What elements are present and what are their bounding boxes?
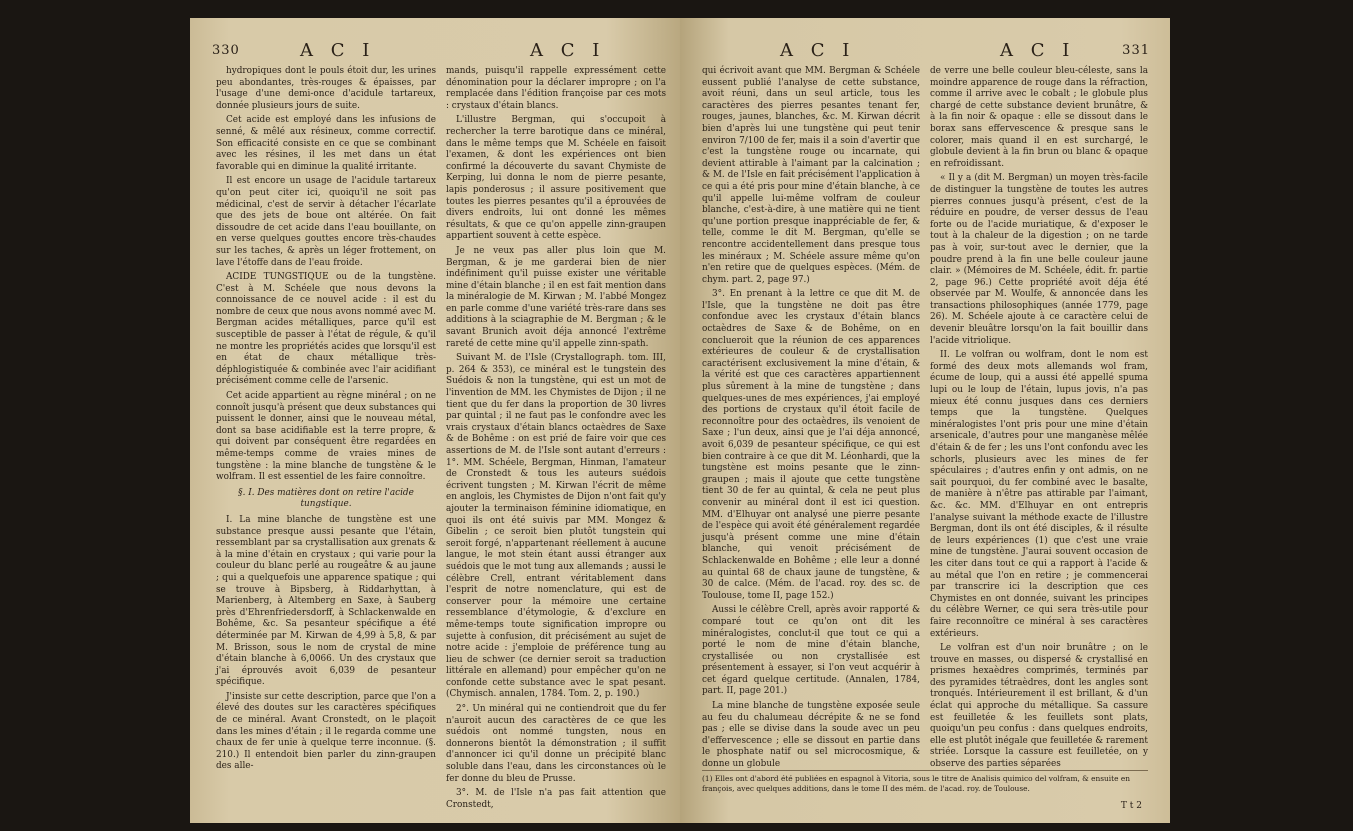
left-page <box>190 18 680 823</box>
paragraph: Suivant M. de l'Isle (Crystallograph. tom. III, p. 264 & 353), ce minéral est le tungstein des Suédois & non la tungstène, qui est un mot de l'invention de MM. les Chymistes de Dijon ; il ne tient que du fer dans la proportion de 30 livres par quintal ; il ne faut pas le confondre avec les vrais crystaux d'étain blancs octaèdres de Saxe & de Bohême : on est prié de faire voir que ces assertions de M. de l'Isle sont autant d'erreurs : 1°. MM. Schéele, Bergman, Hinman, l'amateur de Cronstedt & tous les auteurs suédois écrivent tungsten ; M. Kirwan l'écrit de même en anglois, les Chymistes de Dijon n'ont fait qu'y ajouter la terminaison féminine idiomatique, en quoi ils ont été suivis par MM. Mongez & Gibelin ; ce seroit bien plutôt tungstein qui seroit forgé, n'appartenant réellement à aucune langue, le mot stein étant aussi étranger aux suédois que le mot tung aux allemands ; aussi le célèbre Crell, entrant véritablement dans l'esprit de notre nomenclature, qui est de conserver pour la mémoire une certaine ressemblance d'étymologie, & d'exclure en même-temps toute signification impropre ou sujette à confusion, dit précisément au sujet de notre acide : j'emploie de préférence tung au lieu de schwer (ce dernier seroit sa traduction littérale en allemand) pour empêcher qu'on ne confonde cette substance avec le spat pesant. (Chymisch. annalen, 1784. Tom. 2, p. 190.) <box>446 353 666 700</box>
right-column-1 <box>702 66 920 770</box>
paragraph: La mine blanche de tungstène exposée seule au feu du chalumeau décrépite & ne se fond pas ; elle se divise dans la soude avec un peu d'effervescence ; elle se dissout en partie dans le phosphate natif ou sel microcosmique, & donne un globule <box>702 701 920 770</box>
paragraph: mands, puisqu'il rappelle expressément cette dénomination pour la déclarer impropre ; on l'a remplacée dans l'édition françoise par ces mots : crystaux d'étain blancs. <box>446 66 666 111</box>
paragraph: 3°. M. de l'Isle n'a pas fait attention que Cronstedt, <box>446 788 666 810</box>
left-head-word-2: A C I <box>530 40 606 61</box>
left-column-1 <box>216 66 436 806</box>
paragraph: « Il y a (dit M. Bergman) un moyen très-facile de distinguer la tungstène de toutes les autres pierres connues jusqu'à présent, c'est de la réduire en poudre, de verser dessus de l'eau forte ou de l'acide muriatique, & d'exposer le tout à la chaleur de la digestion ; on ne tarde pas à voir, sur-tout avec le dernier, que la poudre prend à la fin une belle couleur jaune clair. » (Mémoires de M. Schéele, édit. fr. partie 2, page 96.) Cette propriété avoit déja été observée par M. Woulfe, & annoncée dans les transactions philosophiques (année 1779, page 26). M. Schéele ajoute à ce caractère celui de devenir bleuâtre lorsqu'on la fait bouillir dans l'acide vitriolique. <box>930 173 1148 346</box>
paragraph: 3°. En prenant à la lettre ce que dit M. de l'Isle, que la tungstène ne doit pas être confondue avec les crystaux d'étain blancs octaèdres de Saxe & de Bohême, on en conclueroit que la réunion de ces apparences extérieures de couleur & de crystallisation caractérisent exclusivement la mine d'étain, & la vérité est que ces caractères appartiennent plus sûrement à la mine de tungstène ; dans quelques-unes de mes expériences, j'ai employé des portions de crystaux qu'il étoit facile de reconnoître pour des octaèdres, ils venoient de Saxe ; l'un deux, ainsi que je l'ai déja annoncé, avoit 6,039 de pesanteur spécifique, ce qui est bien contraire à ce que dit M. Léonhardi, que la tungstène est moins pesante que le zinn-graupen ; mais il ajoute que cette tungstène tient 30 de fer au quintal, & cela ne peut plus convenir au minéral dont il est ici question. MM. d'Elhuyar ont analysé une pierre pesante de l'espèce qui avoit été généralement regardée jusqu'à présent comme une mine d'étain blanche, qui venoit précisément de Schlackenwalde en Bohême ; elle leur a donné au quintal 68 de chaux jaune de tungstène, & 30 de calce. (Mém. de l'acad. roy. des sc. de Toulouse, tome II, page 152.) <box>702 289 920 601</box>
right-page-number: 331 <box>1122 43 1150 58</box>
right-head-word-1: A C I <box>780 40 856 61</box>
signature-mark: T t 2 <box>1120 801 1142 811</box>
left-page-number: 330 <box>212 43 240 58</box>
right-running-head <box>680 38 1170 64</box>
paragraph: Il est encore un usage de l'acidule tartareux qu'on peut citer ici, quoiqu'il ne soit pas médicinal, c'est de servir à détacher l'écarlate que des jets de boue ont altérée. On fait dissoudre de cet acide dans l'eau bouillante, on en verse quelques gouttes encore très-chaudes sur les taches, & après un léger frottement, on lave l'étoffe dans de l'eau froide. <box>216 176 436 268</box>
left-head-word-1: A C I <box>300 40 376 61</box>
paragraph: J'insiste sur cette description, parce que l'on a élevé des doutes sur les caractères spécifiques de ce minéral. Avant Cronstedt, on le plaçoit dans les mines d'étain ; il le regarda comme une chaux de fer unie à quelque terre inconnue. (§. 210.) Il entendoit bien parler du zinn-graupen des alle- <box>216 691 436 772</box>
paragraph: I. La mine blanche de tungstène est une substance presque aussi pesante que l'étain, ressemblant par sa crystallisation aux grenats & à la mine d'étain en crystaux ; qui varie pour la couleur du blanc perlé au rougeâtre & au jaune ; qui a quelquefois une apparence spatique ; qui se trouve à Bipsberg, à Riddarhyttan, à Marienberg, à Altemberg en Saxe, à Sauberg près d'Ehrenfriedersdorff, à Schlackenwalde en Bohême, &c. Sa pesanteur spécifique a été déterminée par M. Kirwan de 4,99 à 5,8, & par M. Brisson, sous le nom de crystal de mine d'étain blanche à 6,0066. Un des crystaux que j'ai éprouvés avoit 6,039 de pesanteur spécifique. <box>216 514 436 688</box>
paragraph: Cet acide est employé dans les infusions de senné, & mêlé aux résineux, comme correctif. Son efficacité consiste en ce que se combinant avec les résines, il les met dans un état favorable qui en diminue la qualité irritante. <box>216 115 436 172</box>
right-column-2 <box>930 66 1148 770</box>
left-column-2 <box>446 66 666 810</box>
paragraph: hydropiques dont le pouls étoit dur, les urines peu abondantes, très-rouges & épaisses, par l'usage d'une demi-once d'acidule tartareux, donnée plusieurs jours de suite. <box>216 66 436 111</box>
right-head-word-2: A C I <box>1000 40 1076 61</box>
right-page <box>680 18 1170 823</box>
open-book <box>190 18 1170 823</box>
paragraph: qui écrivoit avant que MM. Bergman & Schéele eussent publié l'analyse de cette substance, avoit réuni, dans un seul article, tous les caractères des pierres pesantes tenant fer, rouges, jaunes, blanches, &c. M. Kirwan décrit bien d'après lui une tungstène qui peut tenir environ 7/100 de fer, mais il a soin d'avertir que c'est la tungstène rouge ou incarnate, qui devient attirable à l'aimant par la calcination ; & M. de l'Isle en fait précisément l'application à ce qui a été pris pour mine d'étain blanche, à ce qu'il appelle lui-même volfram de couleur blanche, c'est-à-dire, à une matière qui ne tient qu'une portion presque inappréciable de fer, & telle, comme le dit M. Bergman, qu'elle se rencontre accidentellement dans presque tous les minéraux ; M. Schéele assure même qu'on n'en retire que de quelques espèces. (Mém. de chym. part. 2, page 97.) <box>702 66 920 285</box>
paragraph: II. Le volfran ou wolfram, dont le nom est formé des deux mots allemands wol fram, écume de loup, qui a aussi été appellé spuma lupi ou le loup de l'étain, lupus jovis, n'a pas mieux été connu jusques dans ces derniers temps que la tungstène. Quelques minéralogistes l'ont pris pour une mine d'étain arsenicale, d'autres pour une manganèse mêlée d'étain & de fer ; les uns l'ont confondu avec les schorls, plusieurs avec les mines de fer spéculaires ; d'autres enfin y ont admis, on ne sait pourquoi, du fer combiné avec le basalte, de manière à n'être pas attirable par l'aimant, &c. &c. MM. d'Elhuyar en ont entrepris l'analyse suivant la méthode exacte de l'illustre Bergman, dont ils ont été disciples, & il résulte de leurs expériences (1) que c'est une vraie mine de tungstène. J'aurai souvent occasion de les citer dans tout ce qui a rapport à l'acide & au métal que l'on en retire ; je commencerai par transcrire ici la description que ces Chymistes en ont donnée, suivant les principes du célèbre Werner, ce qui sera très-utile pour faire reconnoître ce minéral à ses caractères extérieurs. <box>930 350 1148 639</box>
paragraph: Aussi le célèbre Crell, après avoir rapporté & comparé tout ce qu'on ont dit les minéralogistes, conclut-il que tout ce qui a porté le nom de mine d'étain blanche, crystallisée ou non crystallisée est présentement à essayer, si l'on veut acquérir à cet égard quelque certitude. (Annalen, 1784, part. II, page 201.) <box>702 605 920 697</box>
paragraph: L'illustre Bergman, qui s'occupoit à rechercher la terre barotique dans ce minéral, dans le même temps que M. Schéele en faisoit l'examen, & dont les expériences ont bien confirmé la découverte du savant Chymiste de Kerping, lui donna le nom de pierre pesante, lapis ponderosus ; il assure positivement que toutes les pierres pesantes qu'il a éprouvées de divers endroits, lui ont donné les mêmes résultats, & que ce qu'on appelle zinn-graupen appartient souvent à cette espèce. <box>446 115 666 242</box>
footnote: (1) Elles ont d'abord été publiées en espagnol à Vitoria, sous le titre de Analisis quimico del volfram, & ensuite en françois, avec quelques additions, dans le tome II des mém. de l'acad. roy. de Toulouse. <box>702 770 1148 793</box>
paragraph: 2°. Un minéral qui ne contiendroit que du fer n'auroit aucun des caractères de ce que les suédois ont nommé tungsten, nous en donnerons bientôt la démonstration ; il suffit d'annoncer ici qu'il donne un précipité blanc soluble dans l'eau, dans les circonstances où le fer donne du bleu de Prusse. <box>446 704 666 784</box>
section-heading: §. I. Des matières dont on retire l'acide tungstique. <box>238 487 414 510</box>
paragraph: Le volfran est d'un noir brunâtre ; on le trouve en masses, ou dispersé & crystallisé en prismes hexaèdres comprimés, terminés par des pyramides tétraèdres, dont les angles sont tronqués. Intérieurement il est brillant, & d'un éclat qui approche du métallique. Sa cassure est feuilletée & les feuillets sont plats, quoiqu'un peu confus : dans quelques endroits, elle est plutôt inégale que feuilletée & rarement striée. Lorsque la cassure est feuilletée, on y observe des parties séparées <box>930 643 1148 770</box>
paragraph: ACIDE TUNGSTIQUE ou de la tungstène. C'est à M. Schéele que nous devons la connoissance de ce nouvel acide : il est du nombre de ceux que nous avons nommé avec M. Bergman acides métalliques, parce qu'il est susceptible de passer à l'état de régule, & qu'il ne montre les propriétés acides que lorsqu'il est en état de chaux métallique très-déphlogistiquée & combinée avec l'air acidifiant précisément comme celle de l'arsenic. <box>216 272 436 387</box>
paragraph: Cet acide appartient au règne minéral ; on ne connoît jusqu'à présent que deux substances qui puissent le donner, ainsi que le nouveau métal, dont sa base acidifiable est la terre propre, & qui doivent par conséquent être regardées en même-temps comme de vraies mines de tungstène : la mine blanche de tungstène & le wolfram. Il est essentiel de les faire connoître. <box>216 391 436 483</box>
paragraph: de verre une belle couleur bleu-céleste, sans la moindre apparence de rouge dans la réfraction, comme il arrive avec le cobalt ; le globule plus chargé de cette substance devient brunâtre, & à la fin noir & opaque : elle se dissout dans le borax sans effervescence & presque sans le colorer, mais quand il en est surchargé, le globule devient à la fin brun ou blanc & opaque en refroidissant. <box>930 66 1148 169</box>
left-running-head <box>190 38 680 64</box>
paragraph: Je ne veux pas aller plus loin que M. Bergman, & je me garderai bien de nier indéfiniment qu'il puisse exister une véritable mine d'étain blanche ; il en est fait mention dans la minéralogie de M. Kirwan ; M. l'abbé Mongez en parle comme d'une variété très-rare dans ses additions à la sciagraphie de M. Bergman ; & le savant Brunich avoit déja annoncé l'extrême rareté de cette mine qu'il appelle zinn-spath. <box>446 245 666 349</box>
